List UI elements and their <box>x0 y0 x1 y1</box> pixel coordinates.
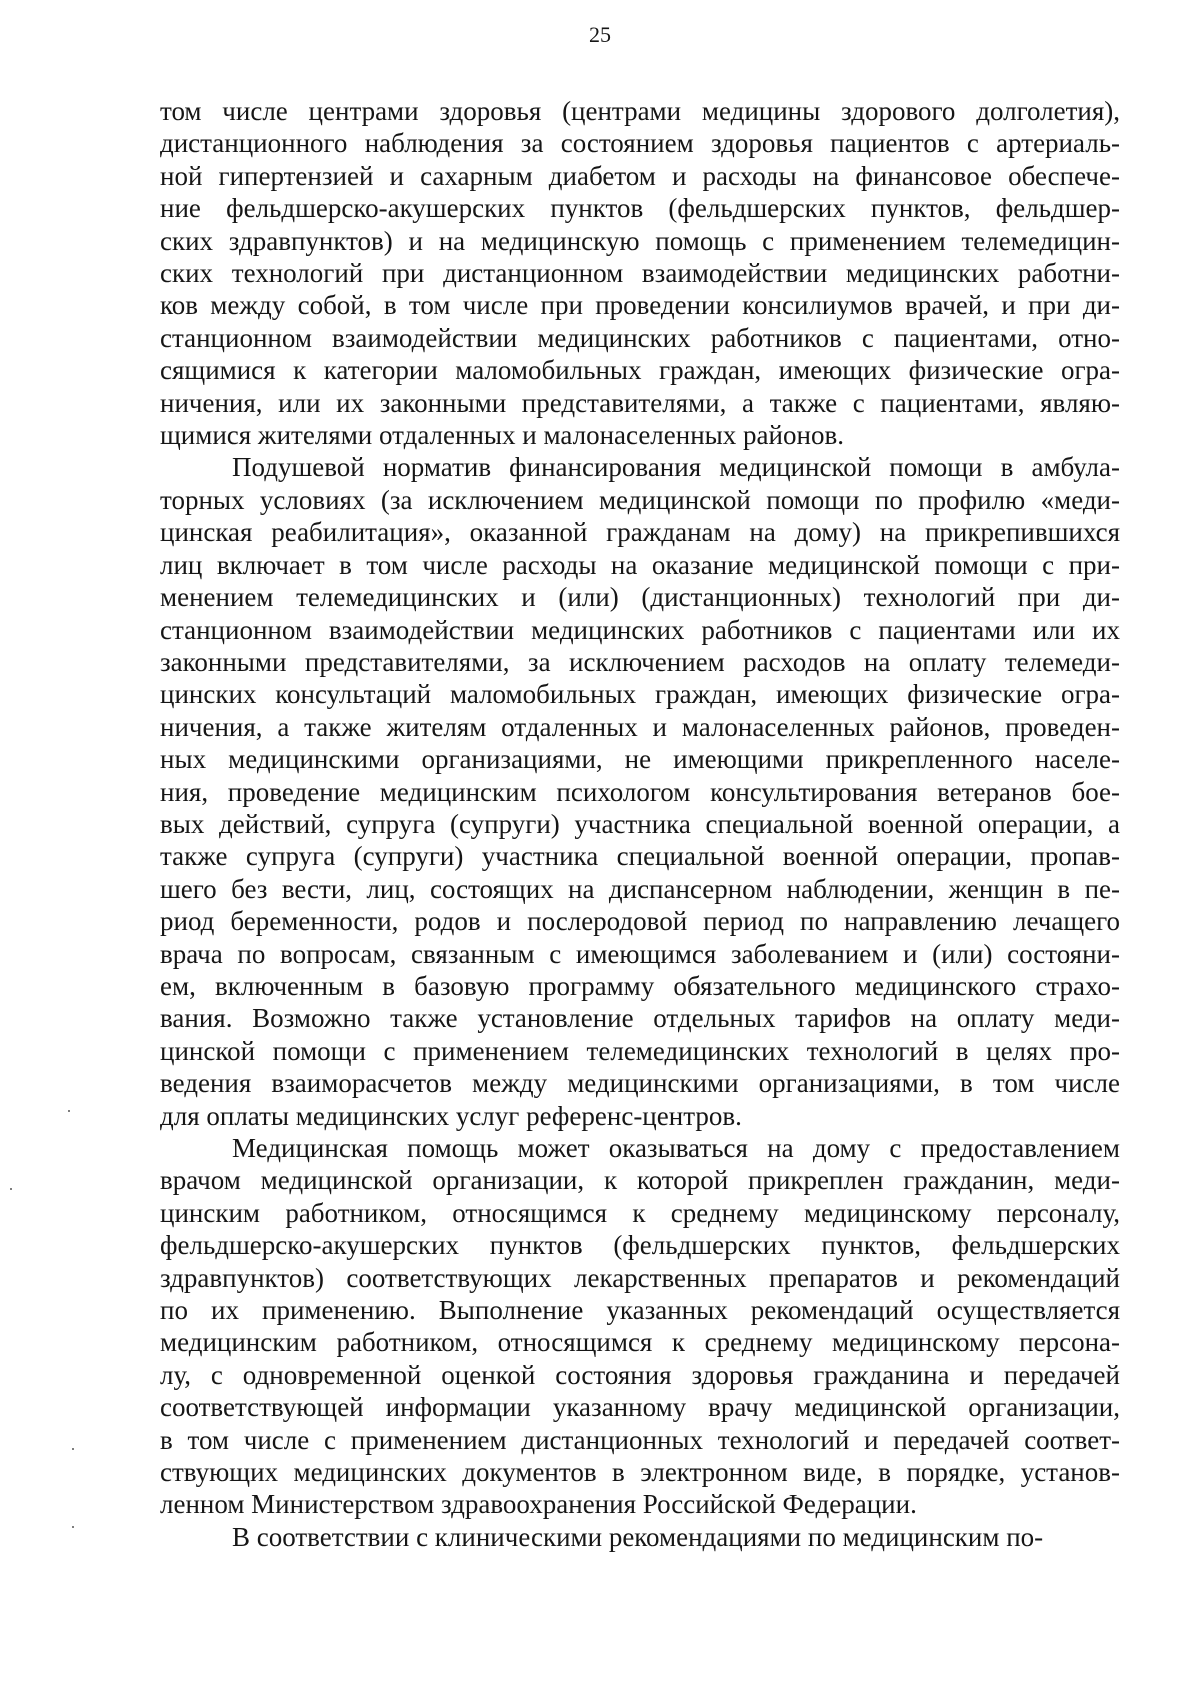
text-line: для оплаты медицинских услуг референс-центров. <box>160 1100 742 1131</box>
text-line: здравпунктов) соответствующих лекарственных препаратов и рекомендаций <box>160 1262 1120 1293</box>
text-line: медицинским работником, относящимся к среднему медицинскому персона- <box>160 1327 1120 1358</box>
text-line: менением телемедицинских и (или) (дистанционных) технологий при ди- <box>160 582 1120 613</box>
text-line: Медицинская помощь может оказываться на дому с предоставлением <box>232 1133 1120 1163</box>
text-line: законными представителями, за исключением расходов на оплату телемеди- <box>160 646 1120 677</box>
text-line: ния, проведение медицинским психологом консультирования ветеранов бое- <box>160 776 1120 807</box>
text-line: лу, с одновременной оценкой состояния здоровья гражданина и передачей <box>160 1359 1120 1390</box>
text-line: также супруга (супруги) участника специальной военной операции, пропав- <box>160 841 1120 872</box>
text-line: ной гипертензией и сахарным диабетом и расходы на финансовое обеспече- <box>160 160 1120 191</box>
text-line: Подушевой норматив финансирования медицинской помощи в амбула- <box>232 452 1120 483</box>
text-line: ем, включенным в базовую программу обязательного медицинского страхо- <box>160 970 1120 1001</box>
document-body <box>160 95 1120 1553</box>
text-line: цинских консультаций маломобильных граждан, имеющих физические огра- <box>160 679 1120 710</box>
text-line: риод беременности, родов и послеродовой период по направлению лечащего <box>160 906 1120 937</box>
text-line: ленном Министерством здравоохранения Российской Федерации. <box>160 1489 917 1520</box>
text-line: врачом медицинской организации, к которой прикреплен гражданин, меди- <box>160 1165 1120 1196</box>
text-line: ных медицинскими организациями, не имеющими прикрепленного населе- <box>160 744 1120 775</box>
text-line: врача по вопросам, связанным с имеющимся заболеванием и (или) состояни- <box>160 938 1120 969</box>
text-line: вания. Возможно также установление отдельных тарифов на оплату меди- <box>160 1003 1120 1034</box>
text-line: ничения, а также жителям отдаленных и малонаселенных районов, проведен- <box>160 711 1120 742</box>
text-line: цинская реабилитация», оказанной гражданам на дому) на прикрепившихся <box>160 517 1120 548</box>
scan-speck <box>10 1188 12 1190</box>
scan-speck <box>72 1526 74 1528</box>
text-line: шего без вести, лиц, состоящих на диспансерном наблюдении, женщин в пе- <box>160 873 1120 904</box>
paragraph <box>160 451 1120 1132</box>
text-line: ков между собой, в том числе при проведении консилиумов врачей, и при ди- <box>160 290 1120 321</box>
paragraph <box>160 95 1120 451</box>
text-line: сящимися к категории маломобильных граждан, имеющих физические огра- <box>160 355 1120 386</box>
text-line: цинской помощи с применением телемедицинских технологий в целях про- <box>160 1035 1120 1066</box>
text-line: станционном взаимодействии медицинских работников с пациентами, отно- <box>160 322 1120 353</box>
text-line: ние фельдшерско-акушерских пунктов (фельдшерских пунктов, фельдшер- <box>160 193 1120 224</box>
text-line: по их применению. Выполнение указанных рекомендаций осуществляется <box>160 1295 1120 1326</box>
text-line: вых действий, супруга (супруги) участника специальной военной операции, а <box>160 808 1120 839</box>
text-line: щимися жителями отдаленных и малонаселенных районов. <box>160 420 844 451</box>
text-line: ствующих медицинских документов в электронном виде, в порядке, установ- <box>160 1457 1120 1488</box>
text-line: том числе центрами здоровья (центрами медицины здорового долголетия), <box>160 96 1120 126</box>
page-number: 25 <box>589 22 611 47</box>
text-line: ских технологий при дистанционном взаимодействии медицинских работни- <box>160 258 1120 289</box>
paragraph <box>160 1132 1120 1521</box>
text-line: в том числе с применением дистанционных технологий и передачей соответ- <box>160 1424 1120 1455</box>
text-line: ничения, или их законными представителями, а также с пациентами, являю- <box>160 387 1120 418</box>
text-line: В соответствии с клиническими рекомендациями по медицинским по- <box>232 1521 1044 1552</box>
text-line: ведения взаиморасчетов между медицинскими организациями, в том числе <box>160 1068 1120 1099</box>
text-line: цинским работником, относящимся к среднему медицинскому персоналу, <box>160 1197 1120 1228</box>
text-line: ских здравпунктов) и на медицинскую помощь с применением телемедицин- <box>160 225 1120 256</box>
text-line: станционном взаимодействии медицинских работников с пациентами или их <box>160 614 1120 645</box>
paragraph <box>160 1521 1120 1553</box>
scan-speck <box>72 1448 74 1450</box>
text-line: лиц включает в том числе расходы на оказание медицинской помощи с при- <box>160 549 1120 580</box>
text-line: торных условиях (за исключением медицинской помощи по профилю «меди- <box>160 484 1120 515</box>
text-line: фельдшерско-акушерских пунктов (фельдшерских пунктов, фельдшерских <box>160 1230 1120 1261</box>
text-line: соответствующей информации указанному врачу медицинской организации, <box>160 1392 1120 1423</box>
text-line: дистанционного наблюдения за состоянием здоровья пациентов с артериаль- <box>160 128 1120 159</box>
scan-speck <box>68 1110 70 1112</box>
